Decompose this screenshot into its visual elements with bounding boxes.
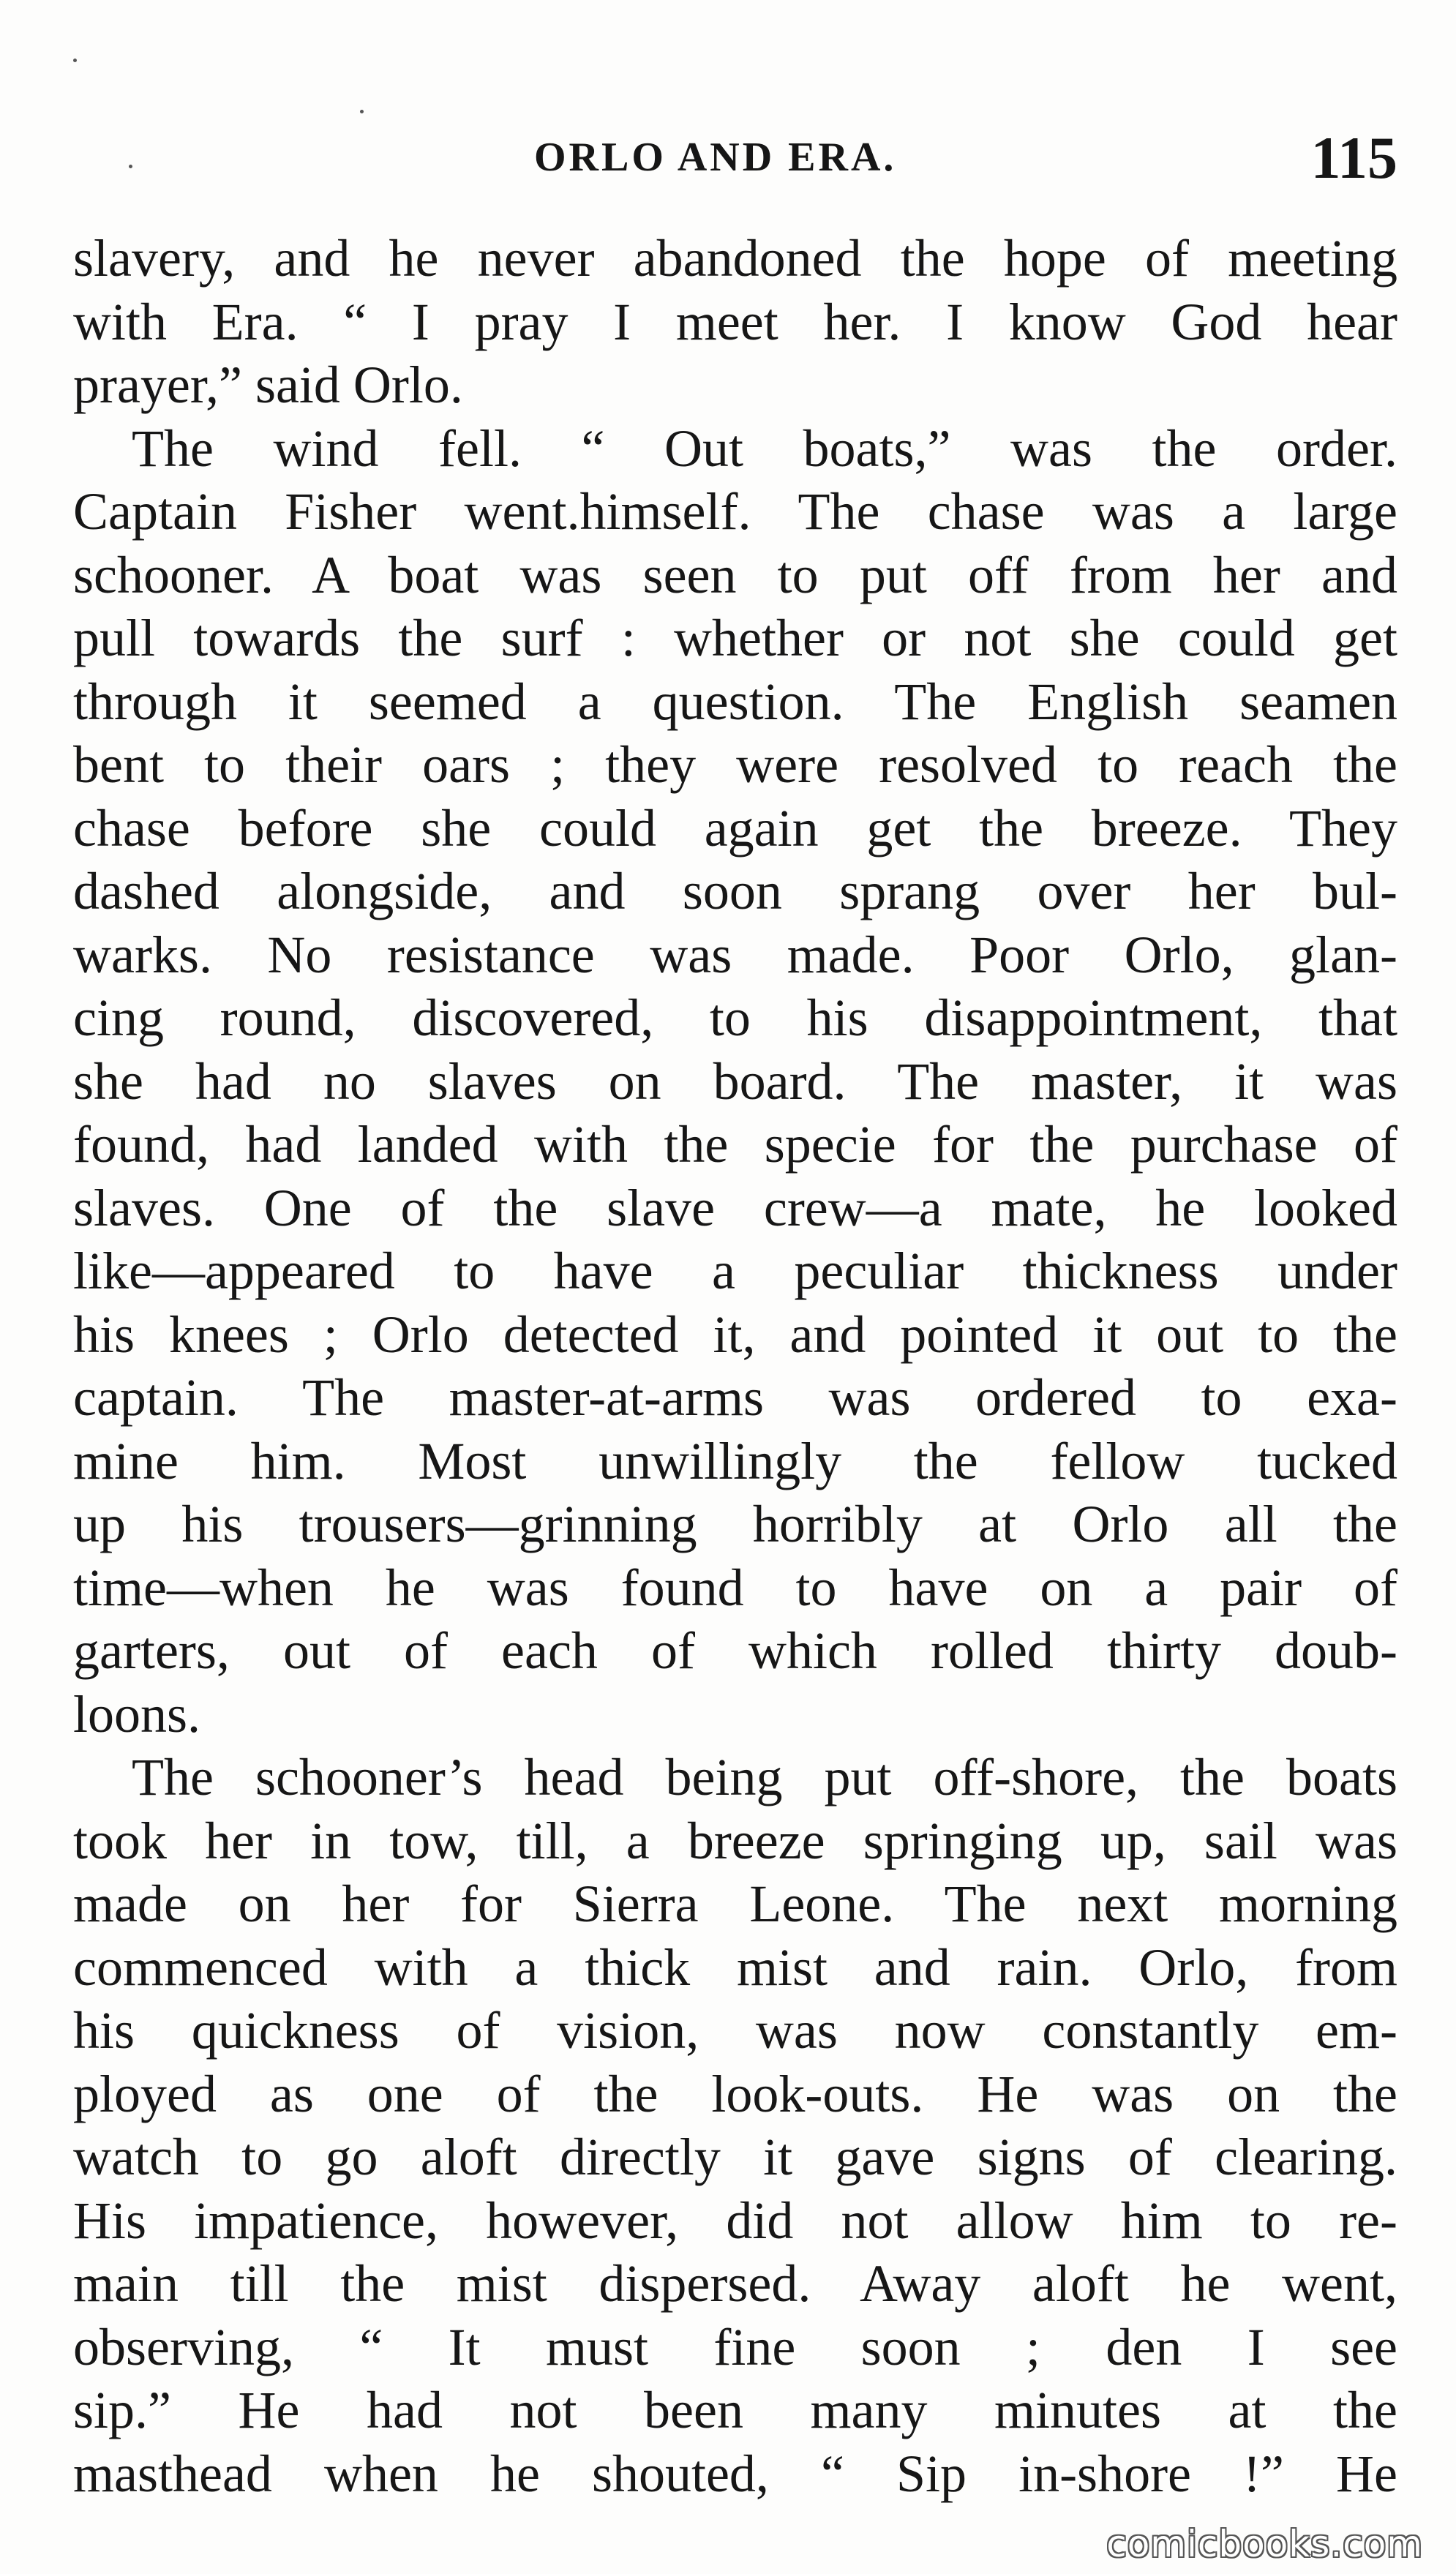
text-line: masthead when he shouted, “ Sip in-shore !” He (73, 2444, 1397, 2503)
text-line: prayer,” said Orlo. (73, 356, 463, 414)
text-line: like—appeared to have a peculiar thickness under (73, 1242, 1397, 1300)
text-line: Captain Fisher went.himself. The chase was a large (73, 482, 1397, 541)
text-line: slavery, and he never abandoned the hope of meeting (73, 229, 1397, 288)
text-line: main till the mist dispersed. Away aloft he went, (73, 2254, 1397, 2313)
text-line: his quickness of vision, was now constantly em- (73, 2001, 1397, 2060)
running-title: ORLO AND ERA. (534, 135, 897, 180)
text-line: cing round, discovered, to his disappointment, that (73, 988, 1397, 1047)
text-line: she had no slaves on board. The master, it was (73, 1051, 1397, 1111)
text-line: watch to go aloft directly it gave signs of clearing. (73, 2128, 1397, 2186)
print-speck (360, 110, 364, 113)
text-line: observing, “ It must fine soon ; den I see (73, 2317, 1397, 2376)
text-line: with Era. “ I pray I meet her. I know God hear (73, 292, 1397, 351)
text-line: The schooner’s head being put off-shore, the boats (132, 1748, 1397, 1806)
text-line: chase before she could again get the breeze. They (73, 798, 1397, 858)
text-line: loons. (73, 1684, 201, 1744)
page-header (73, 124, 1397, 194)
print-speck (73, 59, 77, 62)
text-line: time—when he was found to have on a pair of (73, 1558, 1397, 1617)
text-line: slaves. One of the slave crew—a mate, he looked (73, 1178, 1397, 1237)
text-line: pull towards the surf : whether or not she could get (73, 609, 1397, 667)
text-line: found, had landed with the specie for the purchase of (73, 1115, 1397, 1174)
watermark-logo: comicbooks.com (1106, 2523, 1423, 2565)
text-line: his knees ; Orlo detected it, and pointed it out to the (73, 1305, 1397, 1364)
text-line: schooner. A boat was seen to put off from her and (73, 545, 1397, 604)
text-line: through it seemed a question. The English seamen (73, 672, 1397, 731)
text-line: warks. No resistance was made. Poor Orlo, glan- (73, 925, 1397, 984)
text-line: sip.” He had not been many minutes at the (73, 2381, 1397, 2439)
text-line: ployed as one of the look-outs. He was on the (73, 2064, 1397, 2123)
text-line: bent to their oars ; they were resolved to reach the (73, 735, 1397, 794)
body-text (73, 227, 1397, 2505)
text-line: took her in tow, till, a breeze springing up, sail was (73, 1811, 1397, 1870)
text-line: up his trousers—grinning horribly at Orlo all the (73, 1495, 1397, 1553)
text-line: made on her for Sierra Leone. The next morning (73, 1875, 1397, 1933)
text-line: mine him. Most unwillingly the fellow tucked (73, 1431, 1397, 1490)
text-line: dashed alongside, and soon sprang over her bul- (73, 862, 1397, 920)
text-line: The wind fell. “ Out boats,” was the order. (132, 419, 1397, 478)
text-line: captain. The master-at-arms was ordered to exa- (73, 1368, 1397, 1427)
text-line: garters, out of each of which rolled thirty doub- (73, 1621, 1397, 1680)
page-number: 115 (1310, 124, 1397, 191)
text-line: commenced with a thick mist and rain. Orlo, from (73, 1937, 1397, 1997)
text-line: His impatience, however, did not allow him to re- (73, 2191, 1397, 2250)
